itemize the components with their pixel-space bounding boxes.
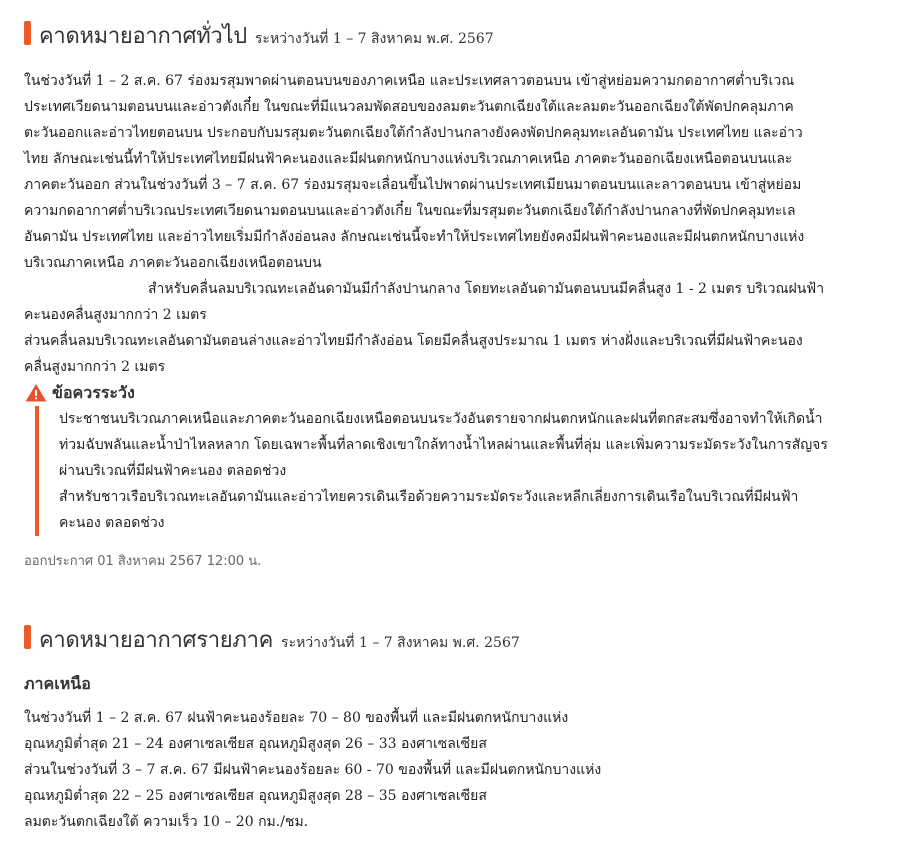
general-forecast-section <box>24 18 896 571</box>
general-forecast-heading <box>24 18 896 48</box>
warning-title: ข้อควรระวัง <box>52 382 135 402</box>
general-forecast-body <box>24 68 896 276</box>
wave-conditions-paragraph-2 <box>24 328 896 380</box>
text-line: คะนองคลื่นสูงมากกว่า 2 เมตร <box>24 307 207 323</box>
text-line: ส่วนคลื่นลมบริเวณทะเลอันดามันตอนล่างและอ่าวไทยมีกำลังอ่อน โดยมีคลื่นสูงประมาณ 1 เมตร ห่างฝั่งและบริเวณที่มีฝนฟ้าคะนอง <box>24 333 803 349</box>
text-line: อุณหภูมิต่ำสุด 21 – 24 องศาเซลเซียส อุณหภูมิสูงสุด 26 – 33 องศาเซลเซียส <box>24 736 487 752</box>
general-forecast-period: ระหว่างวันที่ 1 – 7 สิงหาคม พ.ศ. 2567 <box>254 31 494 47</box>
text-line: อันดามัน ประเทศไทย และอ่าวไทยเริ่มมีกำลังอ่อนลง ลักษณะเช่นนี้จะทำให้ประเทศไทยยังคงมีฝนฟ้าคะนองและมีฝนตกหนักบางแห่ง <box>24 229 805 245</box>
text-line: ในช่วงวันที่ 1 – 2 ส.ค. 67 ร่องมรสุมพาดผ่านตอนบนของภาคเหนือ และประเทศลาวตอนบน เข้าสู่หย่อมความกดอากาศต่ำบริเวณ <box>24 73 795 89</box>
text-line: สำหรับคลื่นลมบริเวณทะเลอันดามันมีกำลังปานกลาง โดยทะเลอันดามันตอนบนมีคลื่นสูง 1 - 2 เมตร บริเวณฝนฟ้า <box>148 281 825 297</box>
regional-forecast-period: ระหว่างวันที่ 1 – 7 สิงหาคม พ.ศ. 2567 <box>281 635 520 651</box>
warning-text <box>59 406 896 536</box>
regional-forecast-section <box>24 622 896 835</box>
regional-forecast-heading <box>24 622 896 652</box>
text-line: ในช่วงวันที่ 1 – 2 ส.ค. 67 ฝนฟ้าคะนองร้อยละ 70 – 80 ของพื้นที่ และมีฝนตกหนักบางแห่ง <box>24 710 569 726</box>
warning-body <box>35 406 896 536</box>
text-line: ส่วนในช่วงวันที่ 3 – 7 ส.ค. 67 มีฝนฟ้าคะนองร้อยละ 60 - 70 ของพื้นที่ และมีฝนตกหนักบางแห่ง <box>24 762 602 778</box>
text-line: อุณหภูมิต่ำสุด 22 – 25 องศาเซลเซียส อุณหภูมิสูงสุด 28 – 35 องศาเซลเซียส <box>24 788 487 804</box>
region-forecast-body <box>24 705 896 835</box>
text-line: ประเทศเวียดนามตอนบนและอ่าวตังเกี๋ย ในขณะที่มีแนวลมพัดสอบของลมตะวันตกเฉียงใต้และลมตะวันออกเฉียงใต้พัดปกคลุมภาค <box>24 99 794 115</box>
text-line: ภาคตะวันออก ส่วนในช่วงวันที่ 3 – 7 ส.ค. 67 ร่องมรสุมจะเลื่อนขึ้นไปพาดผ่านประเทศเมียนมาตอนบนและลาวตอนบน เข้าสู่หย่อม <box>24 177 802 193</box>
text-line: บริเวณภาคเหนือ ภาคตะวันออกเฉียงเหนือตอนบน <box>24 255 322 271</box>
regional-forecast-title: คาดหมายอากาศรายภาค <box>39 628 274 653</box>
text-line: คะนอง ตลอดช่วง <box>59 515 165 531</box>
text-line: ตะวันออกและอ่าวไทยตอนบน ประกอบกับมรสุมตะวันตกเฉียงใต้กำลังปานกลางยังคงพัดปกคลุมทะเลอันดามัน ประเทศไทย และอ่าว <box>24 125 803 141</box>
heading-accent-bar <box>24 625 31 649</box>
text-line: สำหรับชาวเรือบริเวณทะเลอันดามันและอ่าวไทยควรเดินเรือด้วยความระมัดระวังและหลีกเลี่ยงการเดินเรือในบริเวณที่มีฝนฟ้า <box>59 489 799 505</box>
heading-accent-bar <box>24 21 31 45</box>
text-line: ไทย ลักษณะเช่นนี้ทำให้ประเทศไทยมีฝนฟ้าคะนองและมีฝนตกหนักบางแห่งบริเวณภาคเหนือ ภาคตะวันออกเฉียงเหนือตอนบนและ <box>24 151 793 167</box>
text-line: ท่วมฉับพลันและน้ำป่าไหลหลาก โดยเฉพาะพื้นที่ลาดเชิงเขาใกล้ทางน้ำไหลผ่านและพื้นที่ลุ่ม และเพิ่มความระมัดระวังในการสัญจร <box>59 437 828 453</box>
wave-conditions-paragraph <box>24 276 896 328</box>
text-line: ความกดอากาศต่ำบริเวณประเทศเวียดนามตอนบนและอ่าวตังเกี๋ย ในขณะที่มรสุมตะวันตกเฉียงใต้กำลังปานกลางที่พัดปกคลุมทะเล <box>24 203 796 219</box>
region-name-north: ภาคเหนือ <box>24 674 91 693</box>
text-line: ผ่านบริเวณที่มีฝนฟ้าคะนอง ตลอดช่วง <box>59 463 287 479</box>
text-line: ลมตะวันตกเฉียงใต้ ความเร็ว 10 – 20 กม./ชม. <box>24 814 309 830</box>
warning-header <box>24 380 896 406</box>
general-forecast-title: คาดหมายอากาศทั่วไป <box>39 24 247 49</box>
text-line: ประชาชนบริเวณภาคเหนือและภาคตะวันออกเฉียงเหนือตอนบนระวังอันตรายจากฝนตกหนักและฝนที่ตกสะสมซึ่งอาจทำให้เกิดน้ำ <box>59 411 823 427</box>
warning-triangle-icon <box>26 384 46 402</box>
issued-timestamp: ออกประกาศ 01 สิงหาคม 2567 12:00 น. <box>24 554 262 569</box>
text-line: คลื่นสูงมากกว่า 2 เมตร <box>24 359 166 375</box>
